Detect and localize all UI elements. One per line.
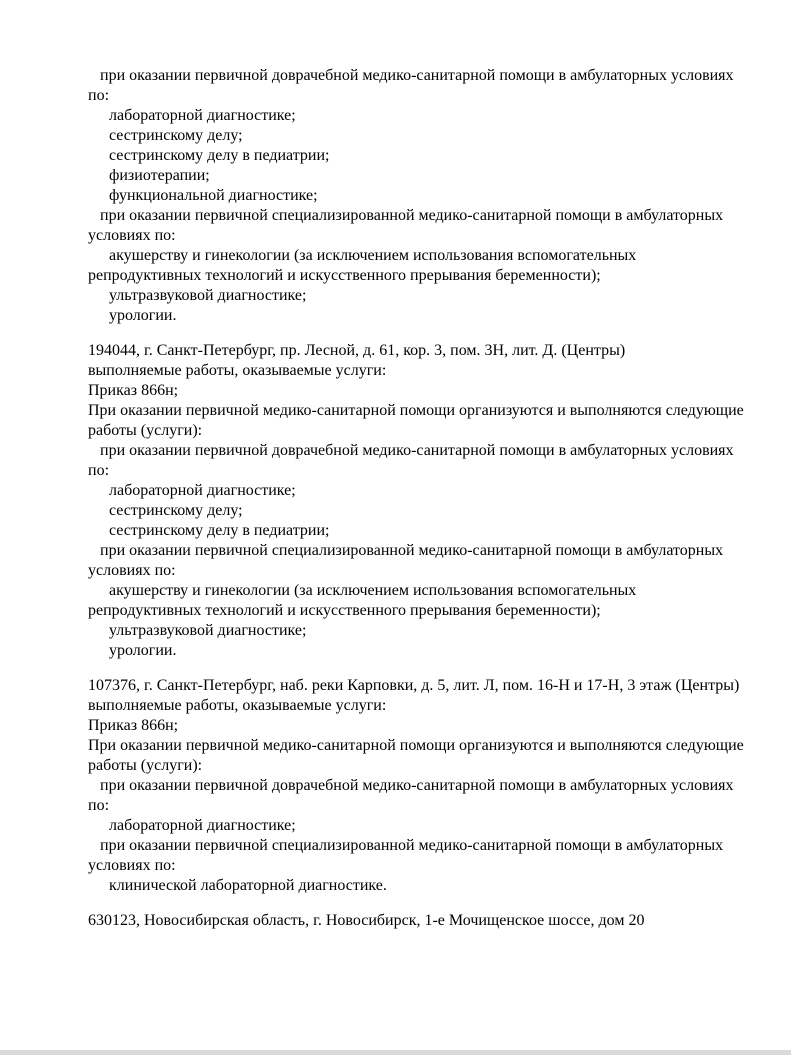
address-line: 107376, г. Санкт-Петербург, наб. реки Карповки, д. 5, лит. Л, пом. 16-Н и 17-Н, 3 этаж (Центры) [88, 677, 740, 694]
service-item: сестринскому делу; [109, 127, 243, 144]
address-line: 630123, Новосибирская область, г. Новосибирск, 1-е Мочищенское шоссе, дом 20 [88, 912, 645, 929]
intro-line: При оказании первичной медико-санитарной помощи организуются и выполняются следующие работы (услуги): [88, 737, 744, 774]
service-item: урологии. [109, 307, 177, 324]
service-item: акушерству и гинекологии (за исключением использования вспомогательных репродуктивных технологий и искусственного прерывания беременности); [88, 582, 637, 619]
service-item: клинической лабораторной диагностике. [109, 877, 387, 894]
address-block-novosibirsk [88, 911, 751, 931]
works-services-label: выполняемые работы, оказываемые услуги: [88, 697, 387, 714]
service-item: функциональной диагностике; [109, 187, 318, 204]
address-line: 194044, г. Санкт-Петербург, пр. Лесной, д. 61, кор. 3, пом. 3Н, лит. Д. (Центры) [88, 342, 626, 359]
address-block-lesnoy [88, 341, 751, 661]
care-type-line: при оказании первичной доврачебной медико-санитарной помощи в амбулаторных условиях по: [88, 67, 734, 104]
address-block-karpovki [88, 676, 751, 896]
care-type-line: при оказании первичной специализированной медико-санитарной помощи в амбулаторных условиях по: [88, 207, 724, 244]
care-type-line: при оказании первичной специализированной медико-санитарной помощи в амбулаторных условиях по: [88, 837, 724, 874]
service-item: лабораторной диагностике; [109, 817, 296, 834]
service-item: акушерству и гинекологии (за исключением использования вспомогательных репродуктивных технологий и искусственного прерывания беременности); [88, 247, 637, 284]
intro-line: При оказании первичной медико-санитарной помощи организуются и выполняются следующие работы (услуги): [88, 402, 744, 439]
service-item: сестринскому делу; [109, 502, 243, 519]
works-services-label: выполняемые работы, оказываемые услуги: [88, 362, 387, 379]
service-item: ультразвуковой диагностике; [109, 622, 307, 639]
order-reference: Приказ 866н; [88, 717, 179, 734]
service-item: лабораторной диагностике; [109, 107, 296, 124]
page-bottom-divider [0, 1050, 791, 1055]
works-section-continued [88, 66, 751, 326]
order-reference: Приказ 866н; [88, 382, 179, 399]
service-item: физиотерапии; [109, 167, 210, 184]
service-item: сестринскому делу в педиатрии; [109, 147, 330, 164]
care-type-line: при оказании первичной доврачебной медико-санитарной помощи в амбулаторных условиях по: [88, 442, 734, 479]
service-item: сестринскому делу в педиатрии; [109, 522, 330, 539]
service-item: ультразвуковой диагностике; [109, 287, 307, 304]
service-item: лабораторной диагностике; [109, 482, 296, 499]
care-type-line: при оказании первичной доврачебной медико-санитарной помощи в амбулаторных условиях по: [88, 777, 734, 814]
care-type-line: при оказании первичной специализированной медико-санитарной помощи в амбулаторных условиях по: [88, 542, 724, 579]
service-item: урологии. [109, 642, 177, 659]
